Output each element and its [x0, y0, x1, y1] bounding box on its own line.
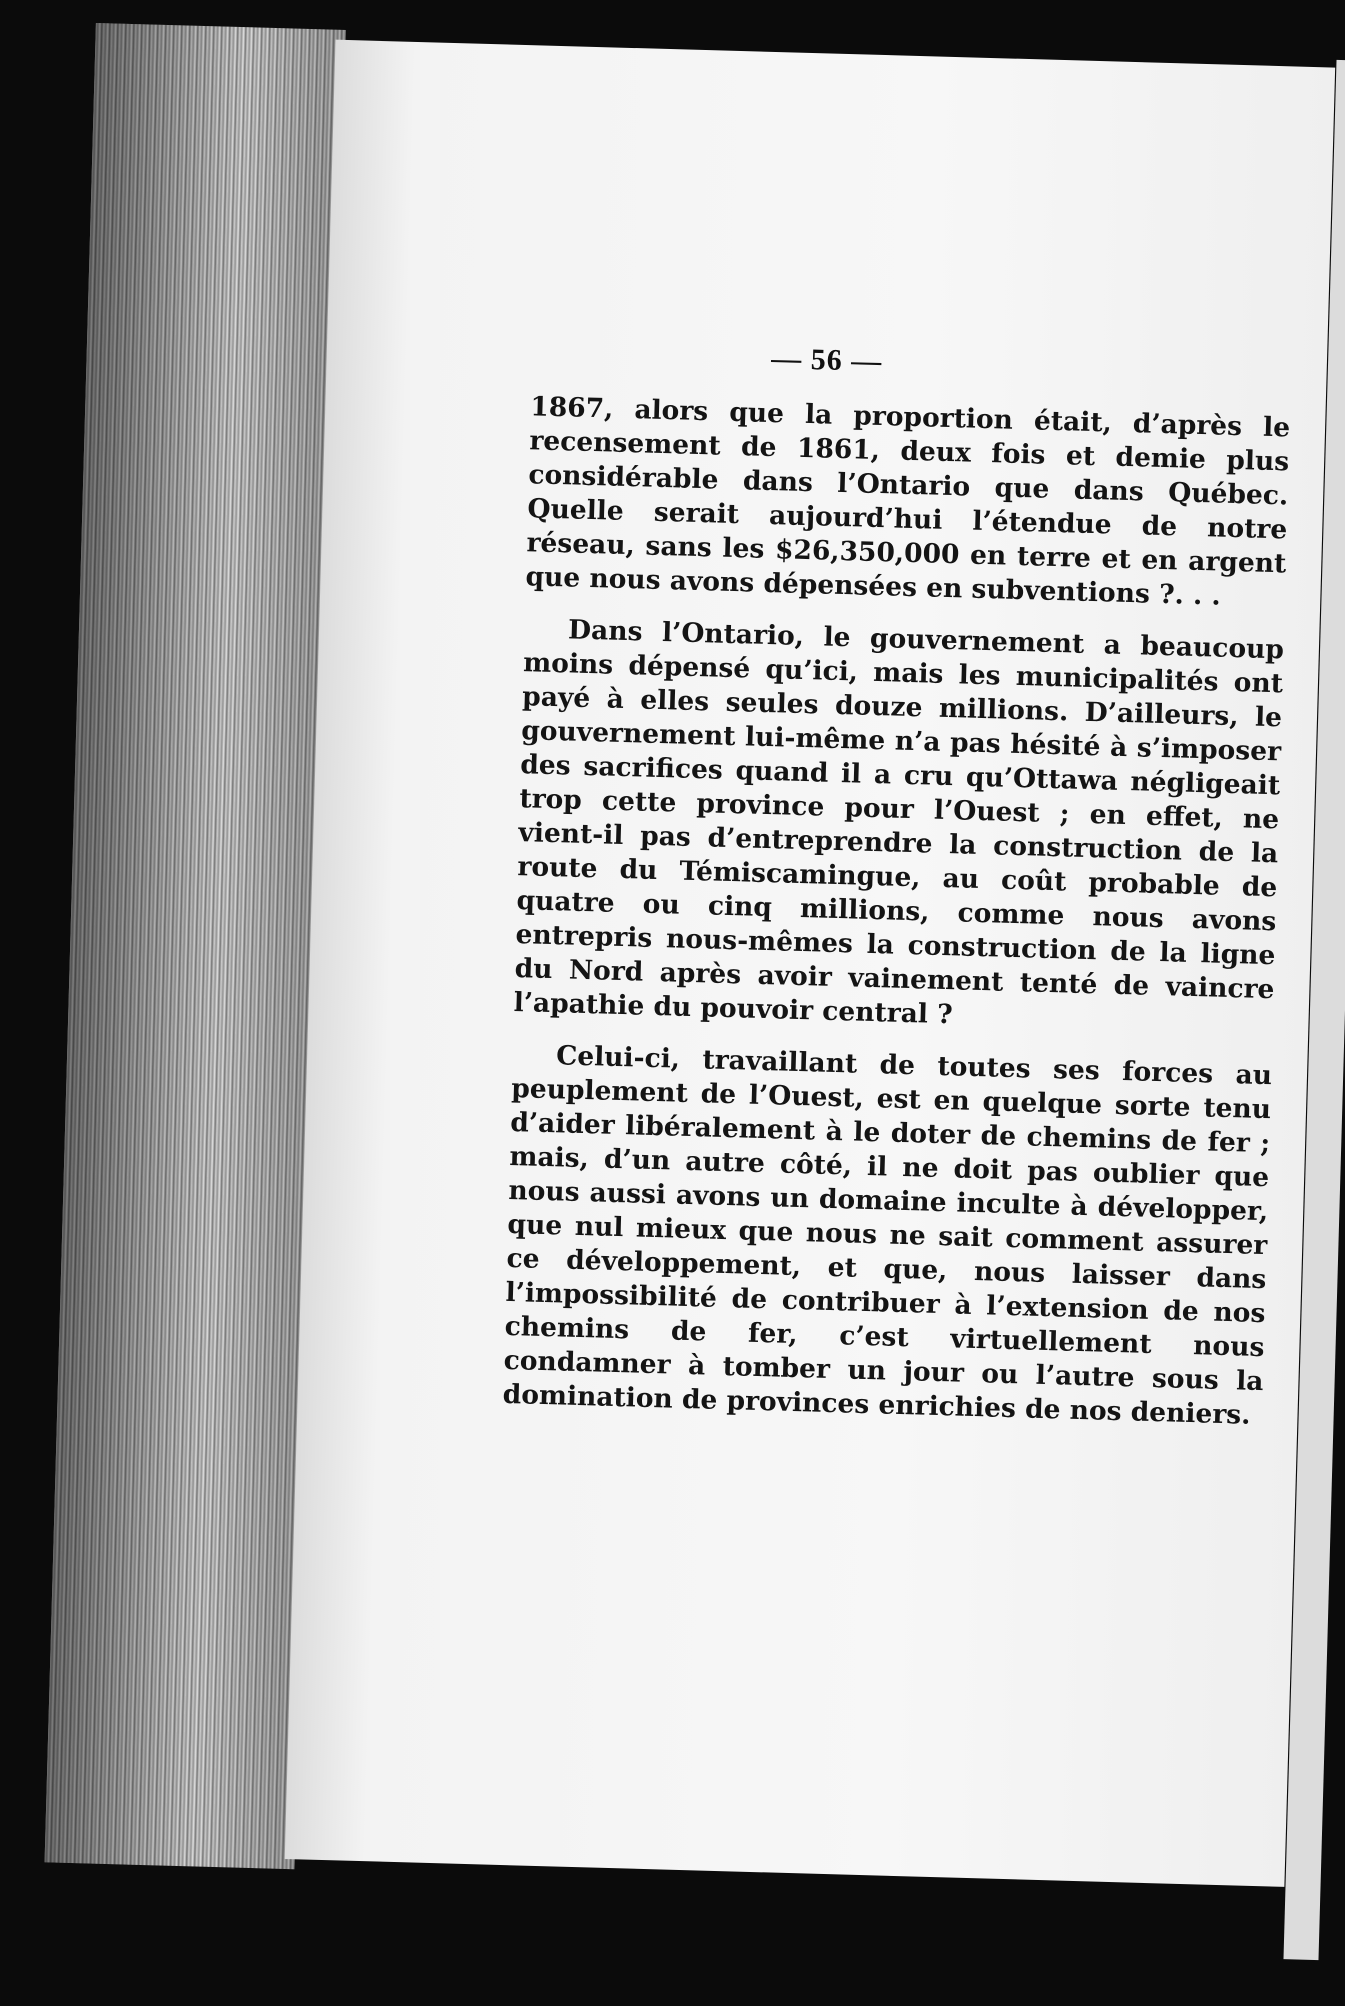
- book-page: [285, 40, 1335, 1887]
- paragraph: 1867, alors que la proportion était, d’après le recensement de 1861, deux fois et demie plus considérable dans l’Ontario que dans Québec. Quelle serait aujourd’hui l’étendue de notre réseau, sans les $26,350,000 en terre et en argent que nous avons dépensées en subventions ?. . .: [525, 391, 1291, 612]
- paragraph: Celui-ci, travaillant de toutes ses forces au peuplement de l’Ouest, est en quelque sorte tenu d’aider libéralement à le doter de chemins de fer ; mais, d’un autre côté, il ne doit pas oublier que nous aussi avons un domaine inculte à développer, que nul mieux que nous ne sait comment assurer ce développement, et que, nous laisser dans l’impossibilité de contribuer à l’extension de nos chemins de fer, c’est virtuellement nous condamner à tomber un jour ou l’autre sous la domination de provinces enrichies de nos deniers.: [502, 1040, 1273, 1431]
- paragraph: Dans l’Ontario, le gouvernement a beaucoup moins dépensé qu’ici, mais les municipalités ont payé à elles seules douze millions. D’ailleurs, le gouvernement lui-même n’a pas hésité à s’imposer des sacrifices quand il a cru qu’Ottawa négligeait trop cette province pour l’Ouest ; en effet, ne vient-il pas d’entreprendre la construction de la route du Témiscamingue, au coût probable de quatre ou cinq millions, comme nous avons entrepris nous-mêmes la construction de la ligne du Nord après avoir vainement tenté de vaincre l’apathie du pouvoir central ?: [513, 614, 1285, 1031]
- book: [45, 23, 1341, 1897]
- body-text: [502, 390, 1291, 1451]
- page-number: — 56 —: [770, 341, 883, 379]
